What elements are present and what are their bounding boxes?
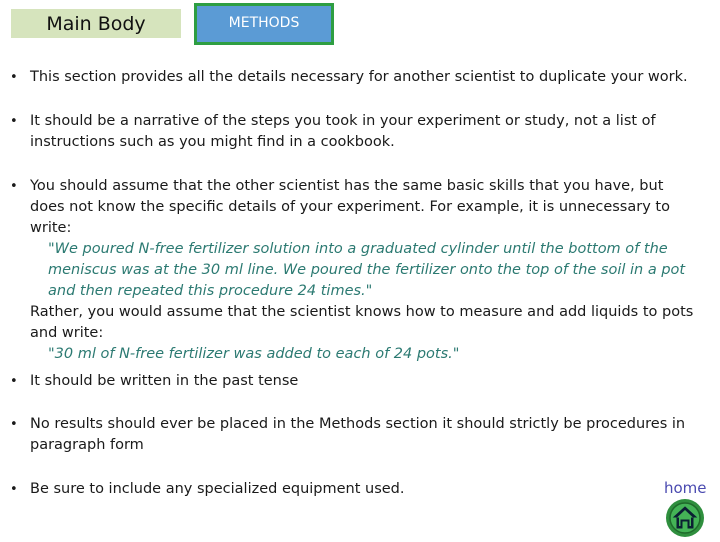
example-quote-short: "30 ml of N-free fertilizer was added to each of 24 pots." [48,346,460,362]
main-body-tab[interactable]: Main Body [11,9,181,38]
bullet-text: It should be a narrative of the steps you took in your experiment or study, not a list of instructions such as you might find in a cookbook. [30,113,656,150]
bullet-text: No results should ever be placed in the Methods section it should strictly be procedures in paragraph form [30,416,686,453]
bullet-dot: • [10,114,18,129]
example-quote-long: "We poured N-free fertilizer solution into a graduated cylinder until the bottom of the meniscus was at the 30 ml line. We poured the fertilizer onto the top of the soil in a pot and then repeated this procedure 24 times." [48,241,686,299]
bullet-text: This section provides all the details necessary for another scientist to duplicate your work. [30,69,688,85]
bullet-text: You should assume that the other scientist has the same basic skills that you have, but does not know the specific details of your experiment. For example, it is unnecessary to write: [30,178,670,236]
bullet-dot: • [10,70,18,85]
home-link[interactable]: home [664,479,707,497]
bullet-dot: • [10,179,18,194]
bullet-dot: • [10,374,18,389]
bullet-content [30,176,700,365]
bullet-text: It should be written in the past tense [30,373,299,389]
bullet-dot: • [10,417,18,432]
methods-tab[interactable]: METHODS [194,3,334,45]
bullet-text-continued: Rather, you would assume that the scientist knows how to measure and add liquids to pots and write: [30,304,694,341]
bullet-dot: • [10,482,18,497]
home-icon [665,498,705,538]
bullet-text: Be sure to include any specialized equipment used. [30,481,405,497]
home-button[interactable] [665,498,705,538]
